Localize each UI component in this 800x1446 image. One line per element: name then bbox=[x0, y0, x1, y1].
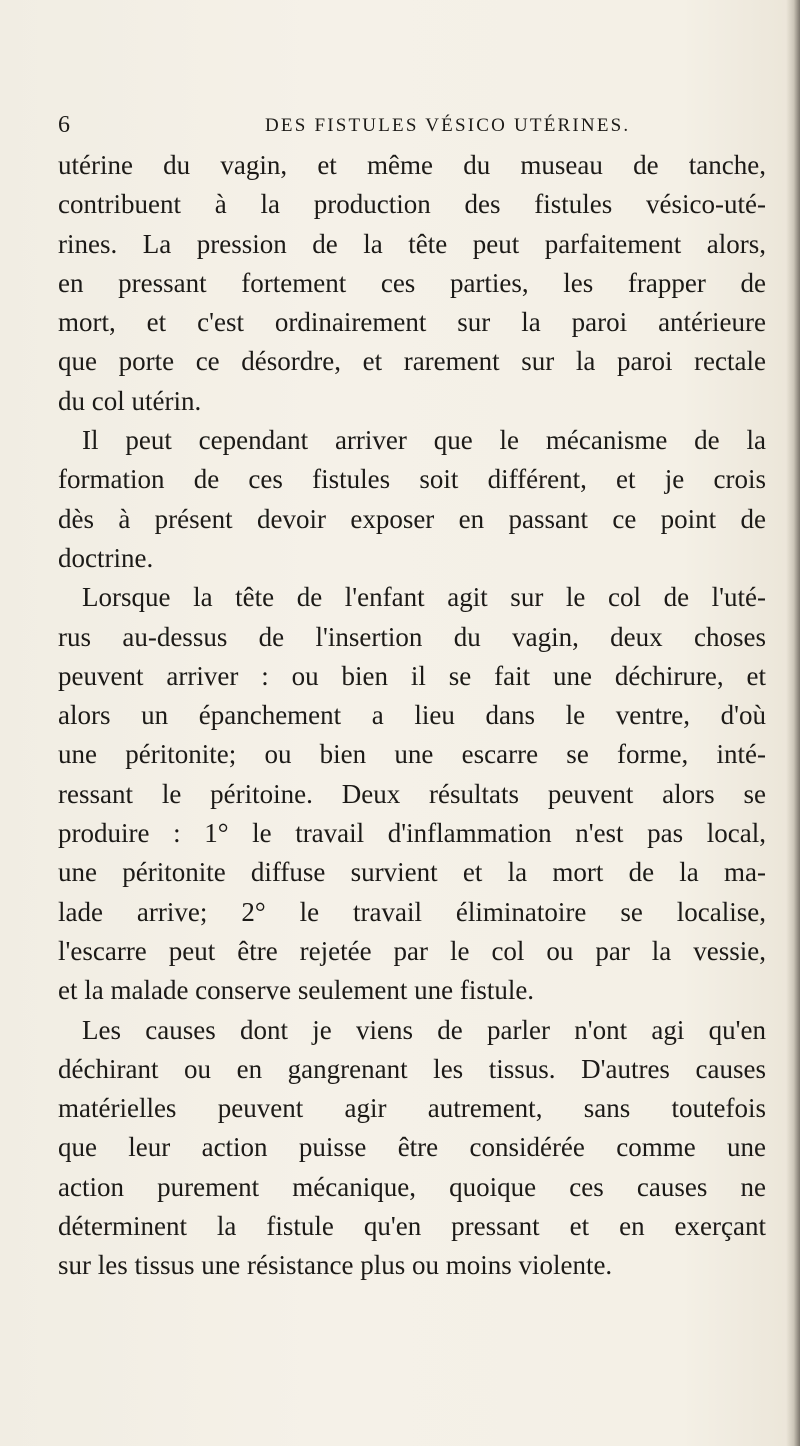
text-line: matérielles peuvent agir autrement, sans toutefois bbox=[58, 1093, 766, 1124]
text-line: formation de ces fistules soit différent, et je crois bbox=[58, 464, 766, 495]
text-line: peuvent arriver : ou bien il se fait une déchirure, et bbox=[58, 660, 766, 691]
paragraph-end-line: doctrine. bbox=[58, 542, 154, 573]
paragraph-start-line: Les causes dont je viens de parler n'ont agi qu'en bbox=[82, 1014, 766, 1045]
text-line: rines. La pression de la tête peut parfaitement alors, bbox=[58, 228, 766, 259]
page-number: 6 bbox=[58, 112, 70, 138]
text-line: une péritonite diffuse survient et la mort de la ma- bbox=[58, 857, 766, 888]
text-line: dès à présent devoir exposer en passant ce point de bbox=[58, 503, 766, 534]
text-line: ressant le péritoine. Deux résultats peuvent alors se bbox=[58, 778, 766, 809]
text-line: l'escarre peut être rejetée par le col ou par la vessie, bbox=[58, 935, 766, 966]
text-line: produire : 1° le travail d'inflammation n'est pas local, bbox=[58, 818, 766, 849]
text-line: déchirant ou en gangrenant les tissus. D'autres causes bbox=[58, 1053, 766, 1084]
paragraph-end-line: sur les tissus une résistance plus ou moins violente. bbox=[58, 1250, 613, 1281]
text-line: en pressant fortement ces parties, les frapper de bbox=[58, 267, 766, 298]
text-line: lade arrive; 2° le travail éliminatoire se localise, bbox=[58, 896, 766, 927]
text-line: une péritonite; ou bien une escarre se forme, inté- bbox=[58, 739, 766, 770]
running-title: DES FISTULES VÉSICO UTÉRINES. bbox=[265, 115, 631, 136]
paragraph-start-line: Il peut cependant arriver que le mécanisme de la bbox=[82, 425, 766, 456]
text-line: déterminent la fistule qu'en pressant et en exerçant bbox=[58, 1211, 766, 1242]
text-line: mort, et c'est ordinairement sur la paroi antérieure bbox=[58, 307, 766, 338]
text-line: action purement mécanique, quoique ces causes ne bbox=[58, 1171, 766, 1202]
paragraph-start-line: Lorsque la tête de l'enfant agit sur le col de l'uté- bbox=[82, 582, 766, 613]
text-line: que porte ce désordre, et rarement sur la paroi rectale bbox=[58, 346, 766, 377]
text-line: utérine du vagin, et même du museau de tanche, bbox=[58, 150, 766, 180]
text-line: alors un épanchement a lieu dans le ventre, d'où bbox=[58, 700, 766, 731]
body-text bbox=[58, 146, 766, 1286]
page-header bbox=[58, 110, 758, 140]
paragraph-end-line: du col utérin. bbox=[58, 385, 202, 416]
text-line: contribuent à la production des fistules vésico-uté- bbox=[58, 189, 766, 220]
text-line: rus au-dessus de l'insertion du vagin, deux choses bbox=[58, 621, 766, 652]
text-line: que leur action puisse être considérée comme une bbox=[58, 1132, 766, 1163]
page-edge-shadow bbox=[786, 0, 800, 1446]
paragraph-end-line: et la malade conserve seulement une fistule. bbox=[58, 975, 535, 1006]
